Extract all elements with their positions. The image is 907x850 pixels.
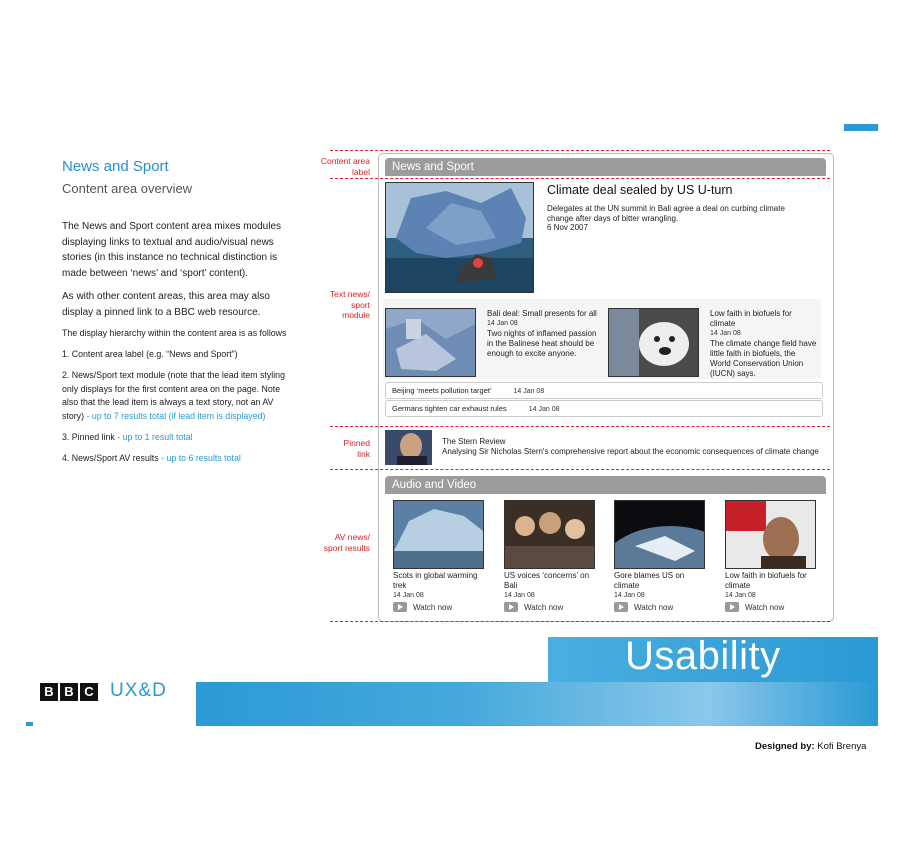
- pinned-summary: Analysing Sir Nicholas Stern's comprehensive report about the economic consequences of climate change: [442, 447, 819, 456]
- av-item-1[interactable]: [393, 571, 488, 601]
- hierarchy-item-3-note: - up to 1 result total: [117, 432, 193, 442]
- earth-image: [615, 501, 704, 568]
- story-summary: The climate change field have little faith in biofuels, the World Conservation Union (IUCN) says.: [710, 339, 817, 378]
- story-date: 14 Jan 08: [710, 330, 741, 337]
- av-title[interactable]: Scots in global warming trek: [393, 571, 478, 590]
- annotation-text-module: [300, 289, 370, 321]
- pinned-image[interactable]: [385, 430, 432, 465]
- annotation-av: [300, 532, 370, 553]
- play-icon: [393, 602, 407, 612]
- lead-story-date: 6 Nov 2007: [547, 223, 588, 232]
- annotation-divider: [330, 178, 830, 179]
- av-date: 14 Jan 08: [393, 592, 424, 599]
- story-1[interactable]: [487, 309, 602, 359]
- link-date: 14 Jan 08: [513, 388, 545, 395]
- bbc-letter: B: [60, 683, 78, 701]
- av-item-2[interactable]: [504, 571, 599, 601]
- usability-title: Usability: [625, 634, 781, 678]
- page-subtitle: Content area overview: [62, 181, 193, 196]
- designer-credit: [755, 741, 866, 752]
- story-summary: Two nights of inflamed passion in the Balinese heat should be enough to excite anyone.: [487, 329, 597, 358]
- top-accent-bar: [844, 124, 878, 131]
- intro-paragraph: The News and Sport content area mixes modules displaying links to textual and audio/visual news stories (in this instance no technical distinction is made between ‘news’ and ‘sport’ content).: [62, 221, 281, 279]
- story-title[interactable]: Bali deal: Small presents for all: [487, 309, 597, 318]
- watch-now-label: Watch now: [524, 602, 564, 612]
- watch-now-label: Watch now: [745, 602, 785, 612]
- annotation-line: link: [357, 448, 370, 459]
- annotation-line: Content area: [320, 156, 370, 166]
- hierarchy-item-4-note: - up to 6 results total: [161, 453, 241, 463]
- designed-label: Designed by:: [755, 741, 815, 752]
- av-item-3[interactable]: [614, 571, 709, 601]
- content-area-label: News and Sport: [385, 158, 826, 176]
- av-title[interactable]: US voices ‘concerns’ on Bali: [504, 571, 590, 590]
- play-icon: [614, 602, 628, 612]
- link-date: 14 Jan 08: [528, 406, 560, 413]
- hierarchy-item-1: 1. Content area label (e.g. “News and Sport”): [62, 349, 238, 359]
- hierarchy-item-2: [62, 369, 290, 423]
- annotation-line: label: [352, 166, 370, 177]
- pinned-link[interactable]: [442, 437, 822, 457]
- annotation-line: module: [342, 310, 370, 320]
- annotation-line: Text news/: [329, 289, 370, 299]
- annotation-line: sport: [351, 299, 370, 310]
- uxd-logo: UX&D: [110, 680, 167, 701]
- watch-now-label: Watch now: [634, 602, 674, 612]
- av-image[interactable]: [725, 500, 816, 569]
- bbc-letter: C: [80, 683, 98, 701]
- bali-image: [386, 309, 475, 376]
- annotation-divider: [330, 621, 830, 622]
- usability-banner: [196, 682, 878, 726]
- av-date: 14 Jan 08: [614, 592, 645, 599]
- link-title[interactable]: Beijing ‘meets pollution target’: [392, 386, 492, 395]
- link-title[interactable]: Germans tighten car exhaust rules: [392, 404, 507, 413]
- av-label: Audio and Video: [385, 476, 826, 494]
- av-title[interactable]: Gore blames US on climate: [614, 571, 685, 590]
- play-icon: [504, 602, 518, 612]
- story-link-row[interactable]: [385, 382, 823, 399]
- annotation-divider: [330, 150, 830, 151]
- glacier-image: [394, 501, 483, 568]
- av-date: 14 Jan 08: [504, 592, 535, 599]
- watch-now-button[interactable]: [504, 602, 563, 612]
- av-item-4[interactable]: [725, 571, 820, 601]
- av-image[interactable]: [614, 500, 705, 569]
- designer-name: Kofi Brenya: [817, 741, 867, 752]
- pinned-paragraph: As with other content areas, this area may also display a pinned link to a BBC web resource.: [62, 291, 270, 318]
- hierarchy-intro: The display hierarchy within the content area is as follows: [62, 328, 287, 338]
- page-title: News and Sport: [62, 158, 169, 175]
- lead-story-summary: Delegates at the UN summit in Bali agree a deal on curbing climate change after days of bitter wrangling.: [547, 204, 785, 223]
- lead-story-image[interactable]: [385, 182, 534, 293]
- annotation-pinned: [300, 438, 370, 459]
- hierarchy-item-3: [62, 431, 290, 445]
- hierarchy-item-2-note: - up to 7 results total (if lead item is displayed): [86, 410, 266, 421]
- story-date: 14 Jan 08: [487, 320, 518, 327]
- lead-story-headline[interactable]: Climate deal sealed by US U-turn: [547, 183, 733, 197]
- story-link-row[interactable]: [385, 400, 823, 417]
- watch-now-label: Watch now: [413, 602, 453, 612]
- annotation-line: Pinned: [343, 438, 370, 448]
- hierarchy-item-2-text: 2. News/Sport text module (note that the lead item styling only displays for the first content area on the page. Note also that the lead item is always a text story, not an AV story): [62, 370, 285, 421]
- av-image[interactable]: [504, 500, 595, 569]
- annotation-divider: [330, 426, 830, 427]
- hierarchy-item-4: [62, 452, 290, 466]
- story-2[interactable]: [710, 309, 818, 379]
- polar-bear-image: [609, 309, 698, 376]
- annotation-line: AV news/: [334, 532, 370, 542]
- annotation-divider: [330, 469, 830, 470]
- story-image[interactable]: [385, 308, 476, 377]
- av-image[interactable]: [393, 500, 484, 569]
- speaker-image: [726, 501, 815, 568]
- annotation-content-label: [300, 156, 370, 177]
- av-title[interactable]: Low faith in biofuels for climate: [725, 571, 807, 590]
- watch-now-button[interactable]: [614, 602, 673, 612]
- annotation-line: sport results: [323, 542, 370, 553]
- iceberg-image: [386, 183, 533, 292]
- bbc-logo: [40, 683, 98, 701]
- watch-now-button[interactable]: [725, 602, 784, 612]
- story-image[interactable]: [608, 308, 699, 377]
- hierarchy-item-4-text: 4. News/Sport AV results: [62, 453, 159, 463]
- hierarchy-item-3-text: 3. Pinned link: [62, 432, 115, 442]
- av-date: 14 Jan 08: [725, 592, 756, 599]
- accent-square: [26, 722, 33, 726]
- stern-portrait-image: [385, 430, 432, 465]
- pinned-title[interactable]: The Stern Review: [442, 437, 506, 446]
- bbc-letter: B: [40, 683, 58, 701]
- story-title[interactable]: Low faith in biofuels for climate: [710, 309, 792, 328]
- play-icon: [725, 602, 739, 612]
- crowd-image: [505, 501, 594, 568]
- watch-now-button[interactable]: [393, 602, 452, 612]
